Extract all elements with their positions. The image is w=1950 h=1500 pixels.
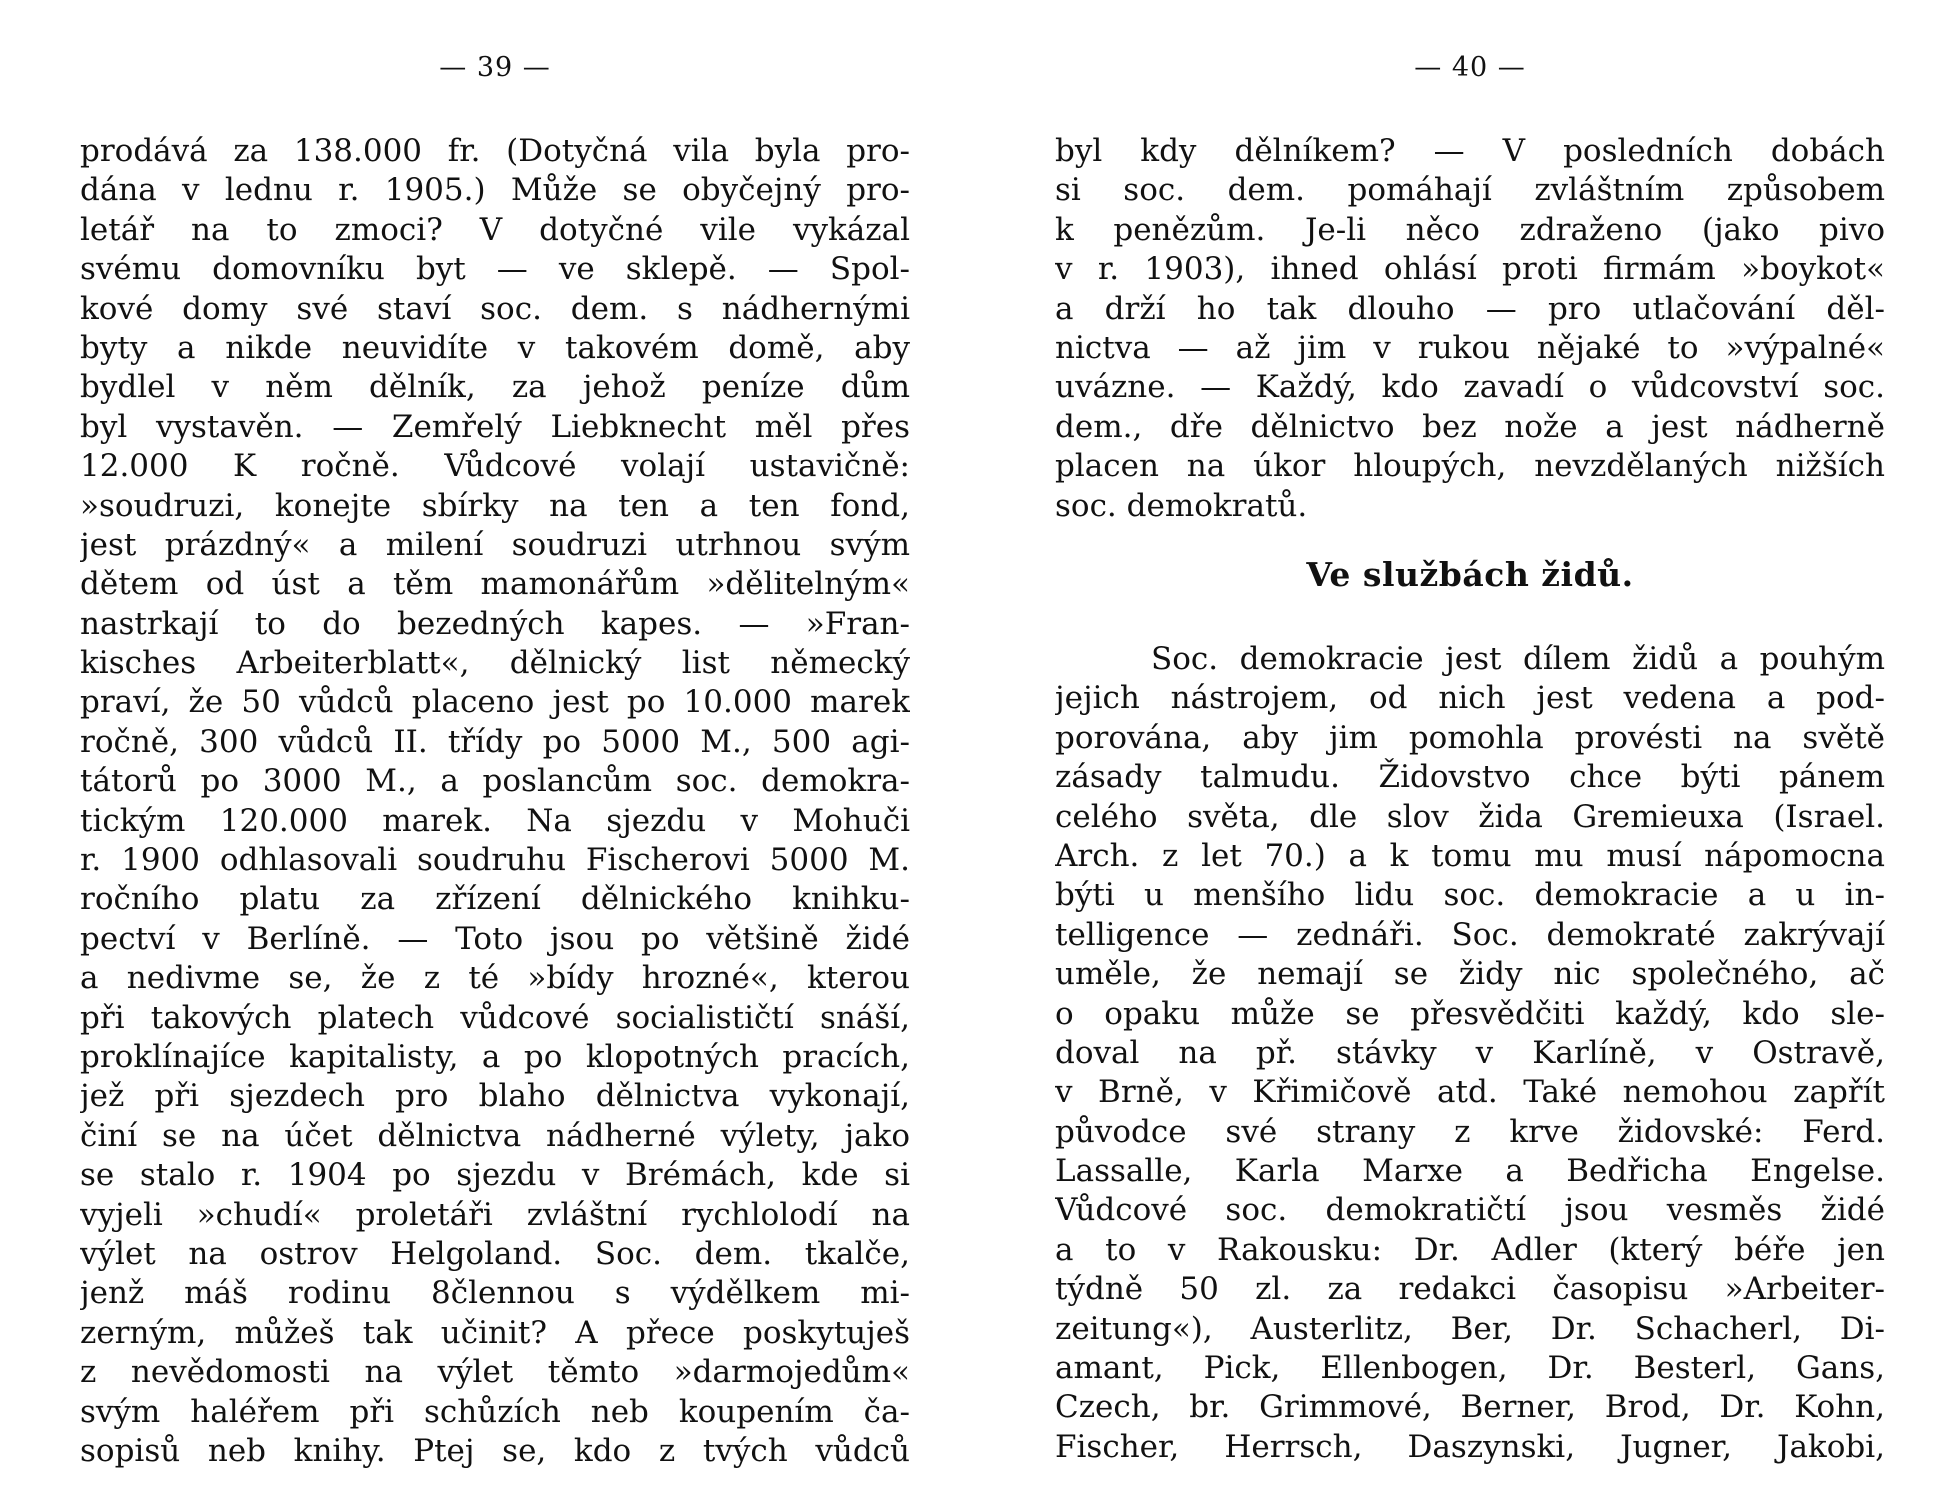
text-line: proklínajíce kapitalisty, a po klopotných pracích, bbox=[80, 1038, 910, 1075]
text-line: praví, že 50 vůdců placeno jest po 10.000 marek bbox=[80, 684, 910, 721]
text-line: bydlel v něm dělník, za jehož peníze dům bbox=[80, 369, 910, 406]
text-line: pectví v Berlíně. — Toto jsou po většině židé bbox=[80, 920, 910, 957]
text-line: jež při sjezdech pro blaho dělnictva vykonají, bbox=[80, 1078, 910, 1115]
text-line: amant, Pick, Ellenbogen, Dr. Besterl, Gans, bbox=[1055, 1350, 1885, 1387]
text-line: placen na úkor hloupých, nevzdělaných nižších bbox=[1055, 448, 1885, 485]
text-line: při takových platech vůdcové socialističtí snáší, bbox=[80, 999, 910, 1036]
section-heading: Ve službách židů. bbox=[1306, 555, 1634, 594]
text-line: zásady talmudu. Židovstvo chce býti pánem bbox=[1055, 759, 1885, 796]
text-line: soc. demokratů. bbox=[1055, 487, 1308, 524]
text-line: ročně, 300 vůdců II. třídy po 5000 M., 500 agi- bbox=[80, 723, 910, 760]
text-line: tickým 120.000 marek. Na sjezdu v Mohuči bbox=[80, 802, 910, 839]
text-line: byl vystavěn. — Zemřelý Liebknecht měl přes bbox=[80, 408, 910, 445]
text-line: uvázne. — Každý, kdo zavadí o vůdcovství soc. bbox=[1055, 369, 1885, 406]
text-line: kové domy své staví soc. dem. s nádhernými bbox=[80, 290, 910, 327]
text-line: týdně 50 zl. za redakci časopisu »Arbeiter- bbox=[1055, 1271, 1885, 1308]
text-line: ročního platu za zřízení dělnického knihku- bbox=[80, 881, 910, 918]
text-line: Soc. demokracie jest dílem židů a pouhým bbox=[1151, 641, 1885, 677]
text-line: uměle, že nemají se židy nic společného, ač bbox=[1055, 956, 1885, 993]
text-line: tátorů po 3000 M., a poslancům soc. demokra- bbox=[80, 763, 910, 800]
text-line: »soudruzi, konejte sbírky na ten a ten fond, bbox=[80, 487, 910, 524]
text-line: svému domovníku byt — ve sklepě. — Spol- bbox=[80, 251, 910, 288]
text-line: býti u menšího lidu soc. demokracie a u in- bbox=[1055, 877, 1885, 914]
text-line: o opaku může se přesvědčiti každý, kdo sle- bbox=[1055, 995, 1885, 1032]
text-line: a to v Rakousku: Dr. Adler (který béře jen bbox=[1055, 1231, 1885, 1268]
text-line: výlet na ostrov Helgoland. Soc. dem. tkalče, bbox=[80, 1235, 910, 1272]
text-line: v r. 1903), ihned ohlásí proti firmám »boykot« bbox=[1055, 251, 1885, 288]
right-page-body-section bbox=[1055, 640, 1885, 1467]
text-line: 12.000 K ročně. Vůdcové volají ustavičně: bbox=[80, 448, 910, 485]
text-line: Arch. z let 70.) a k tomu mu musí nápomocna bbox=[1055, 837, 1885, 874]
text-line: v Brně, v Křimičově atd. Také nemohou zapřít bbox=[1055, 1074, 1885, 1111]
text-line: dána v lednu r. 1905.) Může se obyčejný pro- bbox=[80, 172, 910, 209]
text-line: sopisů neb knihy. Ptej se, kdo z tvých vůdců bbox=[80, 1432, 910, 1469]
text-line: r. 1900 odhlasovali soudruhu Fischerovi 5000 M. bbox=[80, 842, 910, 879]
text-line: se stalo r. 1904 po sjezdu v Brémách, kde si bbox=[80, 1157, 910, 1194]
text-line: telligence — zednáři. Soc. demokraté zakrývají bbox=[1055, 916, 1885, 953]
right-page bbox=[1055, 0, 1885, 1500]
text-line: zeitung«), Austerlitz, Ber, Dr. Schacherl, Di- bbox=[1055, 1310, 1885, 1347]
text-line: nastrkají to do bezedných kapes. — »Fran- bbox=[80, 605, 910, 642]
page-number-40: — 40 — bbox=[1414, 52, 1526, 83]
text-line: jest prázdný« a milení soudruzi utrhnou svým bbox=[80, 526, 910, 563]
text-line: Fischer, Herrsch, Daszynski, Jugner, Jakobi, bbox=[1055, 1428, 1885, 1465]
text-line: doval na př. stávky v Karlíně, v Ostravě, bbox=[1055, 1034, 1885, 1071]
text-line: Czech, br. Grimmové, Berner, Brod, Dr. Kohn, bbox=[1055, 1389, 1885, 1426]
text-line: svým haléřem při schůzích neb koupením ča- bbox=[80, 1393, 910, 1430]
text-line: byl kdy dělníkem? — V posledních dobách bbox=[1055, 133, 1885, 169]
text-line: Vůdcové soc. demokratičtí jsou vesměs židé bbox=[1055, 1192, 1885, 1229]
text-line: k penězům. Je-li něco zdraženo (jako pivo bbox=[1055, 211, 1885, 248]
page-number-39: — 39 — bbox=[439, 52, 551, 83]
text-line: celého světa, dle slov žida Gremieuxa (Israel. bbox=[1055, 798, 1885, 835]
text-line: jenž máš rodinu 8člennou s výdělkem mi- bbox=[80, 1275, 910, 1312]
text-line: prodává za 138.000 fr. (Dotyčná vila byla pro- bbox=[80, 133, 910, 169]
text-line: porována, aby jim pomohla provésti na světě bbox=[1055, 719, 1885, 756]
text-line: vyjeli »chudí« proletáři zvláštní rychlolodí na bbox=[80, 1196, 910, 1233]
text-line: nictva — až jim v rukou nějaké to »výpalné« bbox=[1055, 329, 1885, 366]
left-page-body bbox=[80, 132, 910, 1471]
text-line: jejich nástrojem, od nich jest vedena a pod- bbox=[1055, 680, 1885, 717]
right-page-body-top bbox=[1055, 132, 1885, 526]
text-line: letář na to zmoci? V dotyčné vile vykázal bbox=[80, 211, 910, 248]
text-line: činí se na účet dělnictva nádherné výlety, jako bbox=[80, 1117, 910, 1154]
text-line: zerným, můžeš tak učinit? A přece poskytuješ bbox=[80, 1314, 910, 1351]
text-line: dětem od úst a těm mamonářům »dělitelným« bbox=[80, 566, 910, 603]
text-line: kisches Arbeiterblatt«, dělnický list německý bbox=[80, 645, 910, 682]
text-line: a drží ho tak dlouho — pro utlačování děl- bbox=[1055, 290, 1885, 327]
text-line: původce své strany z krve židovské: Ferd. bbox=[1055, 1113, 1885, 1150]
text-line: z nevědomosti na výlet těmto »darmojedům« bbox=[80, 1354, 910, 1391]
left-page bbox=[80, 0, 910, 1500]
text-line: a nedivme se, že z té »bídy hrozné«, kterou bbox=[80, 960, 910, 997]
text-line: Lassalle, Karla Marxe a Bedřicha Engelse. bbox=[1055, 1153, 1885, 1190]
text-line: byty a nikde neuvidíte v takovém domě, aby bbox=[80, 329, 910, 366]
text-line: dem., dře dělnictvo bez nože a jest nádherně bbox=[1055, 408, 1885, 445]
text-line: si soc. dem. pomáhají zvláštním způsobem bbox=[1055, 172, 1885, 209]
